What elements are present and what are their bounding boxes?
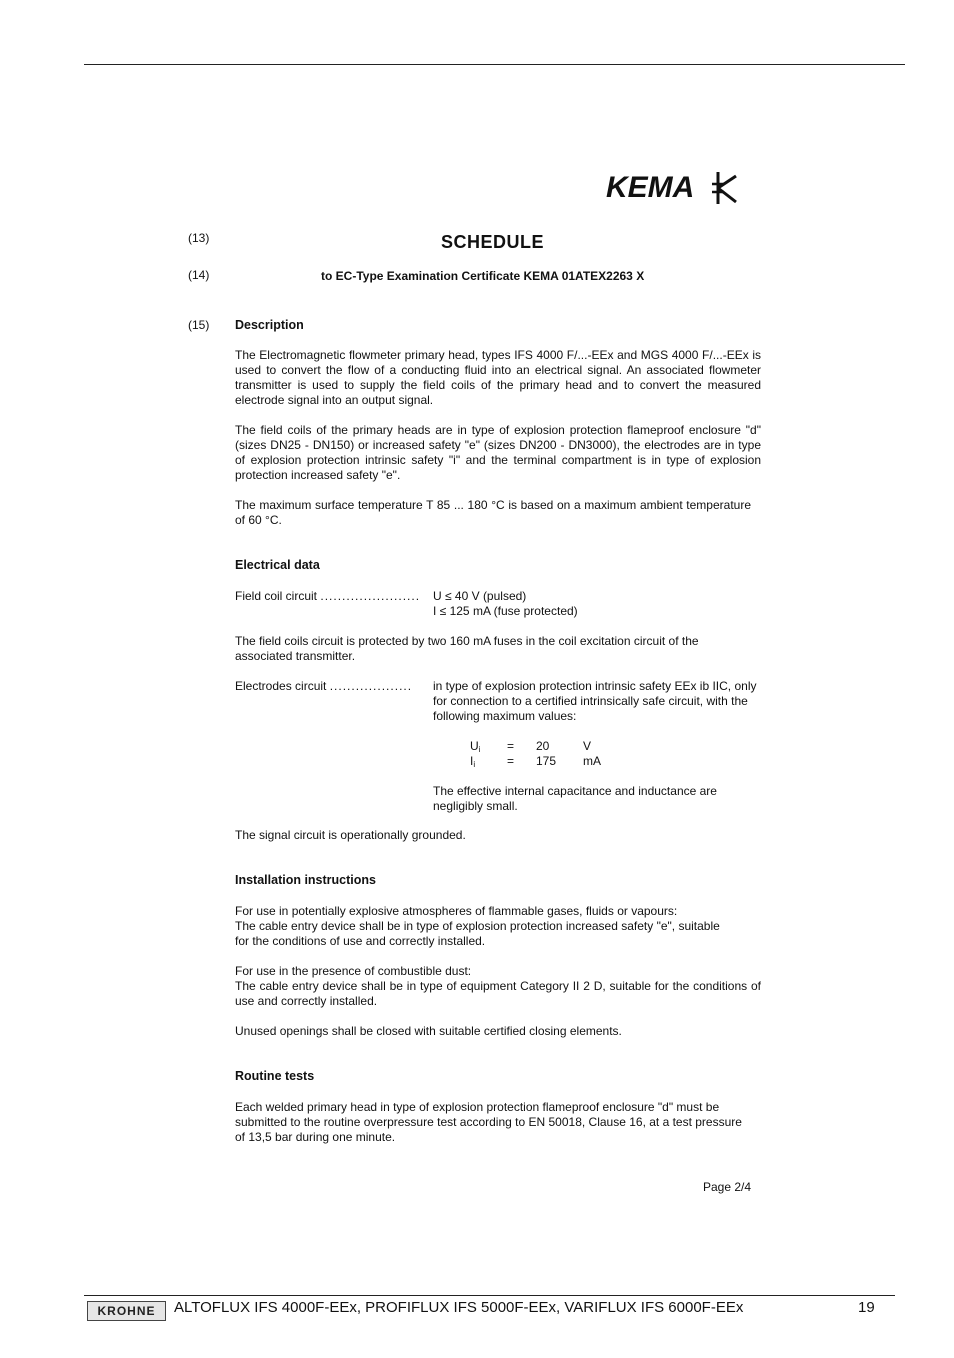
grounded-text: The signal circuit is operationally grounded. xyxy=(235,828,466,842)
ii-value: 175 xyxy=(536,754,557,768)
description-paragraph-1: The Electromagnetic flowmeter primary head, types IFS 4000 F/...-EEx and MGS 4000 F/...-EEx is used to convert the flow of a conducting fluid into an electrical signal. An associated flowmeter transmitter is used to supply the field coils of the primary head and to convert the measured electrode signal into an output signal. xyxy=(235,348,761,407)
ii-symbol xyxy=(470,754,475,772)
routine-tests-text: Each welded primary head in type of explosion protection flameproof enclosure "d" must be submitted to the routine overpressure test according to EN 50018, Clause 16, at a test pressure of 13,5 bar during one minute. xyxy=(235,1100,742,1144)
ii-unit: mA xyxy=(583,754,601,768)
capacitance-text: The effective internal capacitance and inductance are negligibly small. xyxy=(433,784,717,813)
ii-subscript: i xyxy=(473,760,476,769)
installation-title: Installation instructions xyxy=(235,873,376,887)
installation-openings-text: Unused openings shall be closed with suitable certified closing elements. xyxy=(235,1024,622,1038)
installation-gas-text: The cable entry device shall be in type of explosion protection increased safety "e", suitable for the conditions of use and correctly installed. xyxy=(235,919,720,948)
field-coil-voltage: U ≤ 40 V (pulsed) xyxy=(433,589,527,603)
fuse-protection-text: The field coils circuit is protected by two 160 mA fuses in the coil excitation circuit of the associated transmitter. xyxy=(235,634,699,663)
item-number-13: (13) xyxy=(188,231,210,245)
ui-equals: = xyxy=(507,739,515,753)
electrical-data-title: Electrical data xyxy=(235,558,320,572)
ii-symbol-text: I xyxy=(470,754,474,768)
page-title: SCHEDULE xyxy=(441,232,545,252)
field-coil-dots: ....................... xyxy=(320,589,421,603)
ui-value: 20 xyxy=(536,739,550,753)
electrodes-description: in type of explosion protection intrinsic safety EEx ib IIC, only for connection to a certified intrinsically safe circuit, with the following maximum values: xyxy=(433,679,757,723)
installation-dust-intro: For use in the presence of combustible dust: xyxy=(235,964,472,978)
electrodes-label xyxy=(235,679,412,693)
field-coil-label-text: Field coil circuit xyxy=(235,589,318,603)
footer-product-line: ALTOFLUX IFS 4000F-EEx, PROFIFLUX IFS 5000F-EEx, VARIFLUX IFS 6000F-EEx xyxy=(174,1299,744,1316)
installation-gas-intro: For use in potentially explosive atmospheres of flammable gases, fluids or vapours: xyxy=(235,904,678,918)
description-paragraph-2: The field coils of the primary heads are in type of explosion protection flameproof enclosure "d" (sizes DN25 - DN150) or increased safety "e" (sizes DN200 - DN3000), the electrodes are in type of explosion protection intrinsic safety "i" and the terminal compartment is in type of explosion protection increased safety "e". xyxy=(235,423,761,482)
top-rule xyxy=(84,64,905,65)
routine-tests-title: Routine tests xyxy=(235,1069,315,1083)
installation-dust-text: The cable entry device shall be in type of equipment Category II 2 D, suitable for the conditions of use and correctly installed. xyxy=(235,979,761,1008)
item-number-15: (15) xyxy=(188,318,210,332)
electrodes-label-text: Electrodes circuit xyxy=(235,679,327,693)
kema-logo xyxy=(606,166,746,210)
field-coil-current: I ≤ 125 mA (fuse protected) xyxy=(433,604,578,618)
ui-symbol-text: U xyxy=(470,739,479,753)
ui-unit: V xyxy=(583,739,592,753)
footer-page-number: 19 xyxy=(858,1299,875,1316)
item-number-14: (14) xyxy=(188,268,210,282)
page-number-label: Page 2/4 xyxy=(703,1180,752,1194)
description-paragraph-3: The maximum surface temperature T 85 ... 180 °C is based on a maximum ambient temperature of 60 °C. xyxy=(235,498,751,527)
kema-logo-icon xyxy=(710,170,742,206)
krohne-logo: KROHNE xyxy=(87,1301,166,1321)
description-title: Description xyxy=(235,318,304,332)
footer-rule xyxy=(84,1295,895,1296)
ii-equals: = xyxy=(507,754,515,768)
electrodes-dots: ................... xyxy=(329,679,413,693)
certificate-subtitle: to EC-Type Examination Certificate KEMA 01ATEX2263 X xyxy=(321,269,645,283)
kema-logo-text: KEMA xyxy=(606,171,695,204)
ui-subscript: i xyxy=(478,745,481,754)
field-coil-label xyxy=(235,589,420,603)
